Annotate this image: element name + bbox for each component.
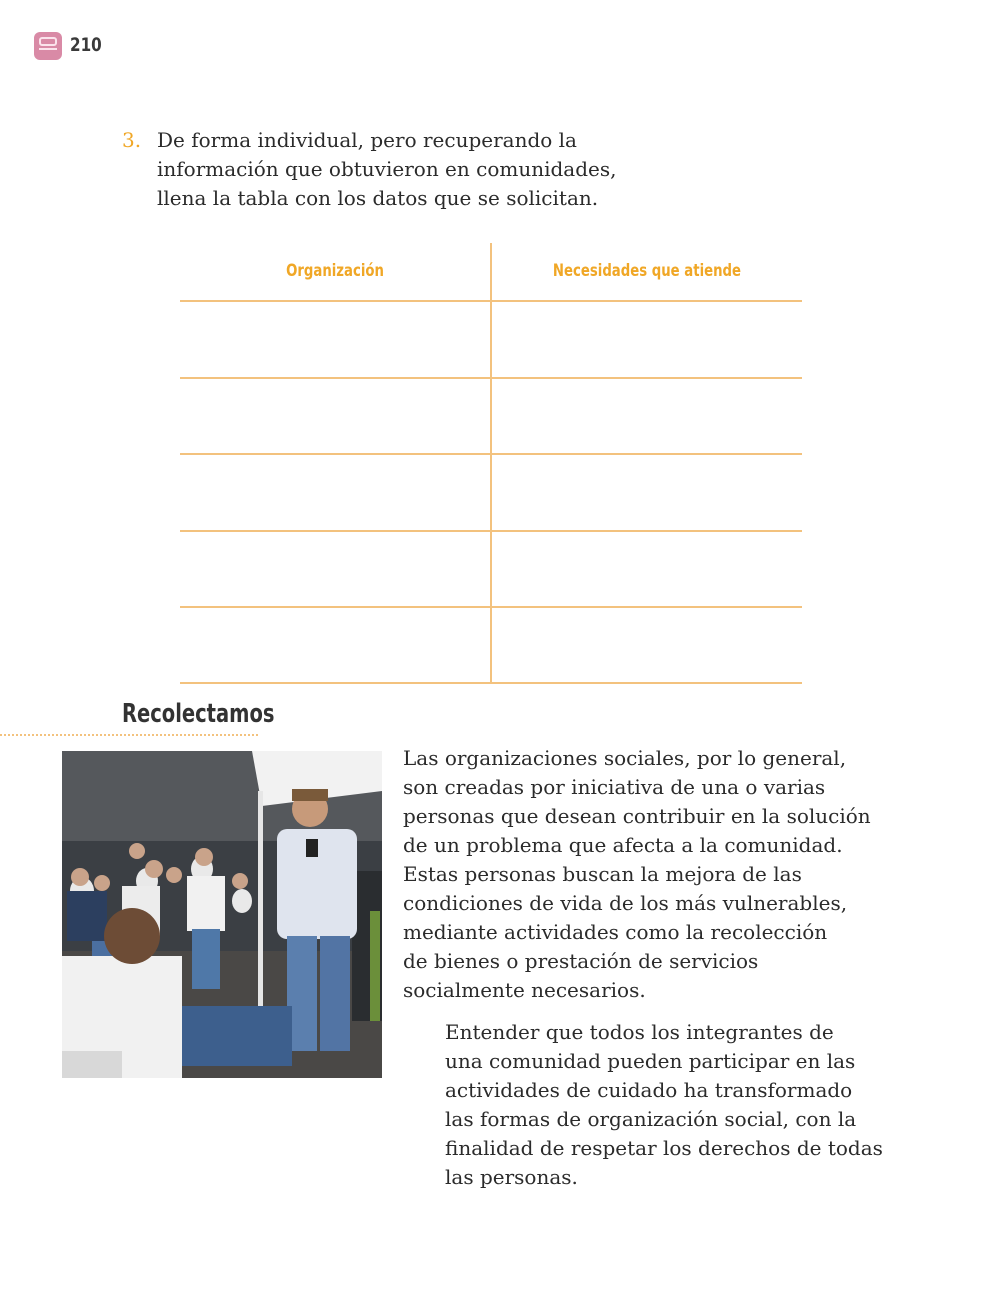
paragraph-line: de un problema que afecta a la comunidad. [403, 833, 843, 857]
table-row-divider [180, 606, 802, 608]
paragraph-line: de bienes o prestación de servicios [403, 949, 759, 973]
paragraph-line: Las organizaciones sociales, por lo general, [403, 746, 847, 770]
paragraph-line: Entender que todos los integrantes de [445, 1020, 834, 1044]
paragraph-line: mediante actividades como la recolección [403, 920, 828, 944]
table-header-necesidades: Necesidades que atiende [552, 261, 742, 281]
paragraph-organizaciones [403, 744, 883, 1005]
paragraph-line: son creadas por iniciativa de una o varias [403, 775, 826, 799]
paragraph-line: las personas. [445, 1165, 578, 1189]
page-number: 210 [70, 34, 102, 56]
paragraph-line: una comunidad pueden participar en las [445, 1049, 856, 1073]
paragraph-line: las formas de organización social, con la [445, 1107, 857, 1131]
activity-number: 3. [122, 128, 142, 152]
fill-in-table [180, 243, 802, 684]
paragraph-line: actividades de cuidado ha transformado [445, 1078, 853, 1102]
paragraph-line: finalidad de respetar los derechos de todas [445, 1136, 883, 1160]
table-header-organizacion: Organización [286, 261, 384, 281]
activity-line: De forma individual, pero recuperando la [157, 128, 577, 152]
table-column-divider [490, 243, 492, 684]
paragraph-line: personas que desean contribuir en la solución [403, 804, 871, 828]
book-badge-icon [34, 32, 62, 60]
activity-line: información que obtuvieron en comunidades, [157, 157, 617, 181]
paragraph-line: socialmente necesarios. [403, 978, 646, 1002]
table-row-divider [180, 377, 802, 379]
table-row-divider [180, 300, 802, 302]
activity-text [157, 126, 637, 213]
section-title: Recolectamos [122, 699, 275, 729]
community-meeting-photo [62, 751, 382, 1078]
paragraph-line: condiciones de vida de los más vulnerables, [403, 891, 848, 915]
table-row-divider [180, 453, 802, 455]
paragraph-line: Estas personas buscan la mejora de las [403, 862, 802, 886]
table-row-divider [180, 530, 802, 532]
activity-line: llena la tabla con los datos que se solicitan. [157, 186, 599, 210]
paragraph-cuidado [445, 1018, 905, 1192]
table-row-divider [180, 682, 802, 684]
section-divider [0, 734, 258, 736]
